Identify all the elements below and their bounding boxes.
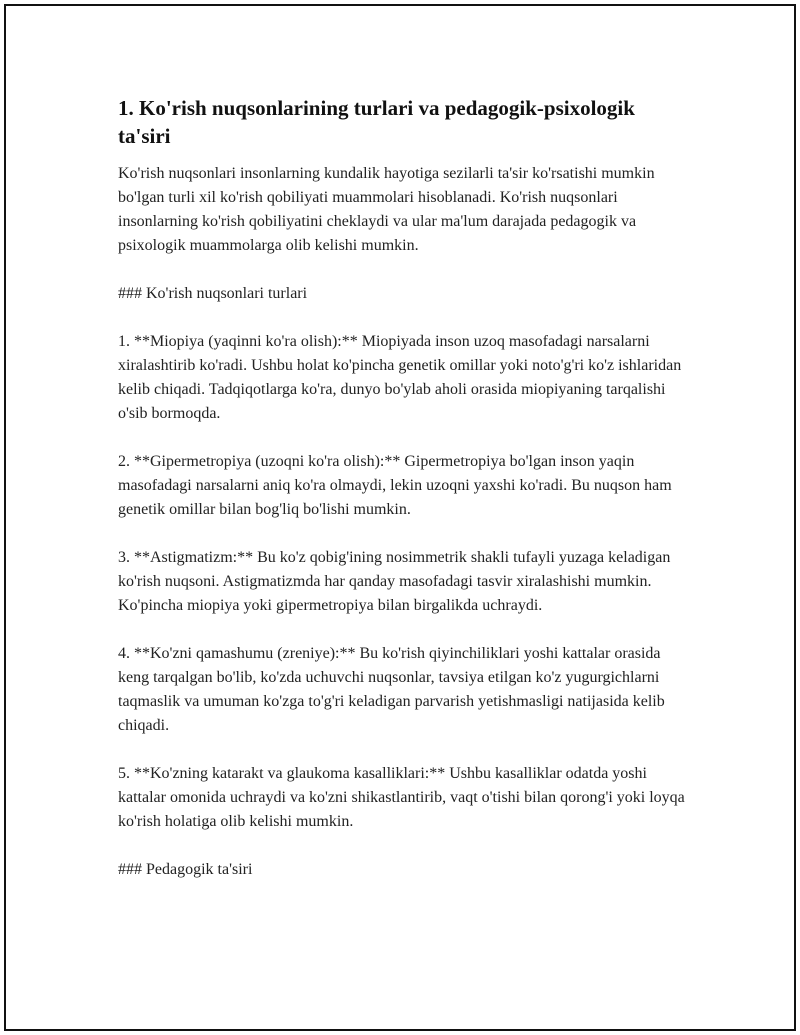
- section-heading-types: ### Ko'rish nuqsonlari turlari: [118, 285, 308, 302]
- list-item-eye-strain: 4. **Ko'zni qamashumu (zreniye):** Bu ko'rish qiyinchiliklari yoshi kattalar orasida keng tarqalgan bo'lib, ko'zda uchuvchi nuqsonlar, tavsiya etilgan ko'z yugurgichlarni taqmaslik va umuman ko'zga to'g'ri keladigan parvarish yetishmasligi natijasida kelib chiqadi.: [118, 645, 665, 734]
- document-title: 1. Ko'rish nuqsonlarining turlari va pedagogik-psixologik ta'siri: [118, 96, 635, 148]
- list-item-astigmatism: 3. **Astigmatizm:** Bu ko'z qobig'ining nosimmetrik shakli tufayli yuzaga keladigan ko'rish nuqsoni. Astigmatizmda har qanday masofadagi tasvir xiralashishi mumkin. Ko'pincha miopiya yoki gipermetropiya bilan birgalikda uchraydi.: [118, 549, 671, 614]
- list-item-cataract-glaucoma: 5. **Ko'zning katarakt va glaukoma kasalliklari:** Ushbu kasalliklar odatda yoshi kattalar omonida uchraydi va ko'zni shikastlantirib, vaqt o'tishi bilan qorong'i yoki loyqa ko'rish holatiga olib kelishi mumkin.: [118, 765, 685, 830]
- section-heading-pedagogical: ### Pedagogik ta'siri: [118, 861, 253, 878]
- document-body: [118, 94, 688, 906]
- intro-paragraph: Ko'rish nuqsonlari insonlarning kundalik hayotiga sezilarli ta'sir ko'rsatishi mumkin bo'lgan turli xil ko'rish qobiliyati muammolari hisoblanadi. Ko'rish nuqsonlari insonlarning ko'rish qobiliyatini cheklaydi va ular ma'lum darajada pedagogik va psixologik muammolarga olib kelishi mumkin.: [118, 165, 655, 254]
- list-item-hypermetropia: 2. **Gipermetropiya (uzoqni ko'ra olish):** Gipermetropiya bo'lgan inson yaqin masofadagi narsalarni aniq ko'ra olmaydi, lekin uzoqni yaxshi ko'radi. Bu nuqson ham genetik omillar bilan bog'liq bo'lishi mumkin.: [118, 453, 672, 518]
- list-item-myopia: 1. **Miopiya (yaqinni ko'ra olish):** Miopiyada inson uzoq masofadagi narsalarni xiralashtirib ko'radi. Ushbu holat ko'pincha genetik omillar yoki noto'g'ri ko'z ishlaridan kelib chiqadi. Tadqiqotlarga ko'ra, dunyo bo'ylab aholi orasida miopiyaning tarqalishi o'sib bormoqda.: [118, 333, 682, 422]
